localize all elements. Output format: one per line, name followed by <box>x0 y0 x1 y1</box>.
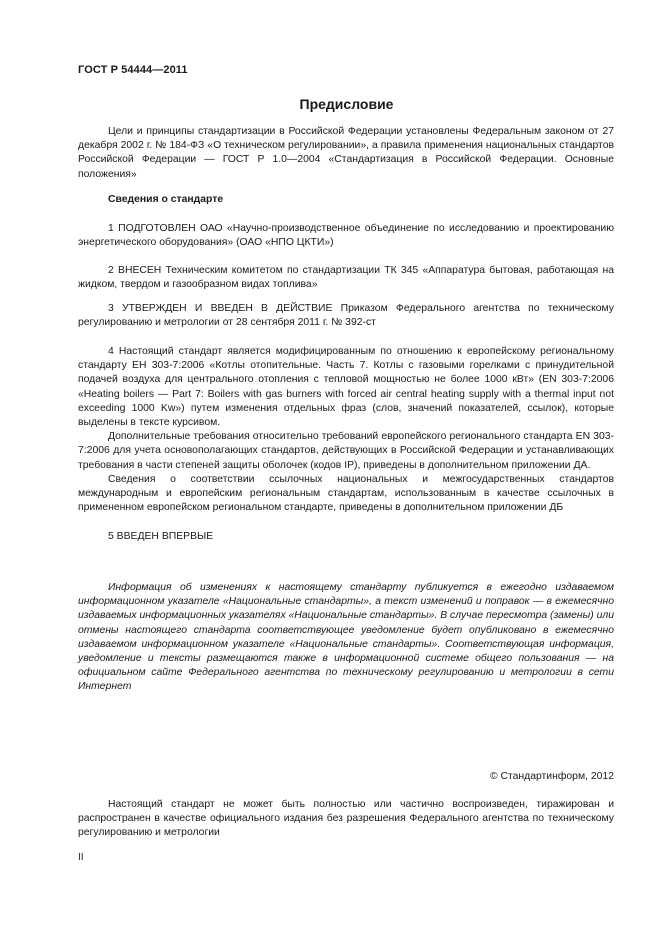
item-2: 2 ВНЕСЕН Техническим комитетом по стандартизации ТК 345 «Аппаратура бытовая, работающая на жидком, твердом и газообразном видах топлива» <box>78 265 614 291</box>
item-4-block <box>78 345 614 515</box>
page-number: II <box>78 852 84 863</box>
item-1-block <box>78 222 614 250</box>
amendments-notice-block <box>78 581 614 695</box>
item-3-block <box>78 302 614 330</box>
item-5-block <box>78 530 614 544</box>
intro-block <box>78 125 614 182</box>
intro-paragraph: Цели и принципы стандартизации в Российской Федерации установлены Федеральным законом от 27 декабря 2002 г. № 184-ФЗ «О техническом регулировании», а правила применения национальных стандартов Российской Федерации — ГОСТ Р 1.0—2004 «Стандартизация в Российской Федерации. Основные положения» <box>78 126 614 180</box>
reproduction-notice-block <box>78 798 614 841</box>
page-title: Предисловие <box>299 96 394 112</box>
item-4-additional-requirements: Дополнительные требования относительно требований европейского регионального стандарта EN 303-7:2006 для учета основополагающих стандартов, действующих в Российской Федерации и устанавливающих требования в части степеней защиты оболочек (кодов IP), приведены в дополнительном приложении ДА. <box>78 431 614 471</box>
item-2-block <box>78 264 614 292</box>
standard-info-heading: Сведения о стандарте <box>108 194 224 205</box>
item-3: 3 УТВЕРЖДЕН И ВВЕДЕН В ДЕЙСТВИЕ Приказом Федерального агентства по техническому регулированию и метрологии от 28 сентября 2011 г. № 392-ст <box>78 303 614 329</box>
item-4-paragraph: 4 Настоящий стандарт является модифицированным по отношению к европейскому региональному стандарту ЕН 303-7:2006 «Котлы отопительные. Часть 7. Котлы с газовыми горелками с принудительной подачей воздуха для центрального отопления с тепловой мощностью не более 1000 кВт» (EN 303-7:2006 «Heating boilers — Part 7: Boilers with gas burners with forced air central heating supply with a thermal input not exceeding 1000 Kw») путем изменения отдельных фраз (слов, значений показателей, ссылок), которые выделены в тексте курсивом. <box>78 346 614 429</box>
item-1: 1 ПОДГОТОВЛЕН ОАО «Научно-производственное объединение по исследованию и проектированию энергетического оборудования» (ОАО «НПО ЦКТИ») <box>78 223 614 249</box>
item-5: 5 ВВЕДЕН ВПЕРВЫЕ <box>108 531 214 542</box>
reproduction-notice: Настоящий стандарт не может быть полностью или частично воспроизведен, тиражирован и распространен в качестве официального издания без разрешения Федерального агентства по техническому регулированию и метрологии <box>78 799 614 839</box>
copyright: © Стандартинформ, 2012 <box>489 771 614 782</box>
document-code: ГОСТ Р 54444—2011 <box>78 64 188 76</box>
item-4-references: Сведения о соответствии ссылочных национальных и межгосударственных стандартов международным и европейским региональным стандартам, использованным в качестве ссылочных в примененном европейском региональном стандарте, приведены в дополнительном приложении ДБ <box>78 473 614 514</box>
amendments-notice: Информация об изменениях к настоящему стандарту публикуется в ежегодно издаваемом информационном указателе «Национальные стандарты», а текст изменений и поправок — в ежемесячно издаваемых информационных указателях «Национальные стандарты». В случае пересмотра (замены) или отмены настоящего стандарта соответствующее уведомление будет опубликовано в ежемесячно издаваемом информационном указателе «Национальные стандарты». Соответствующая информация, уведомление и тексты размещаются также в информационной системе общего пользования — на официальном сайте Федерального агентства по техническому регулированию и метрологии в сети Интернет <box>78 582 614 693</box>
